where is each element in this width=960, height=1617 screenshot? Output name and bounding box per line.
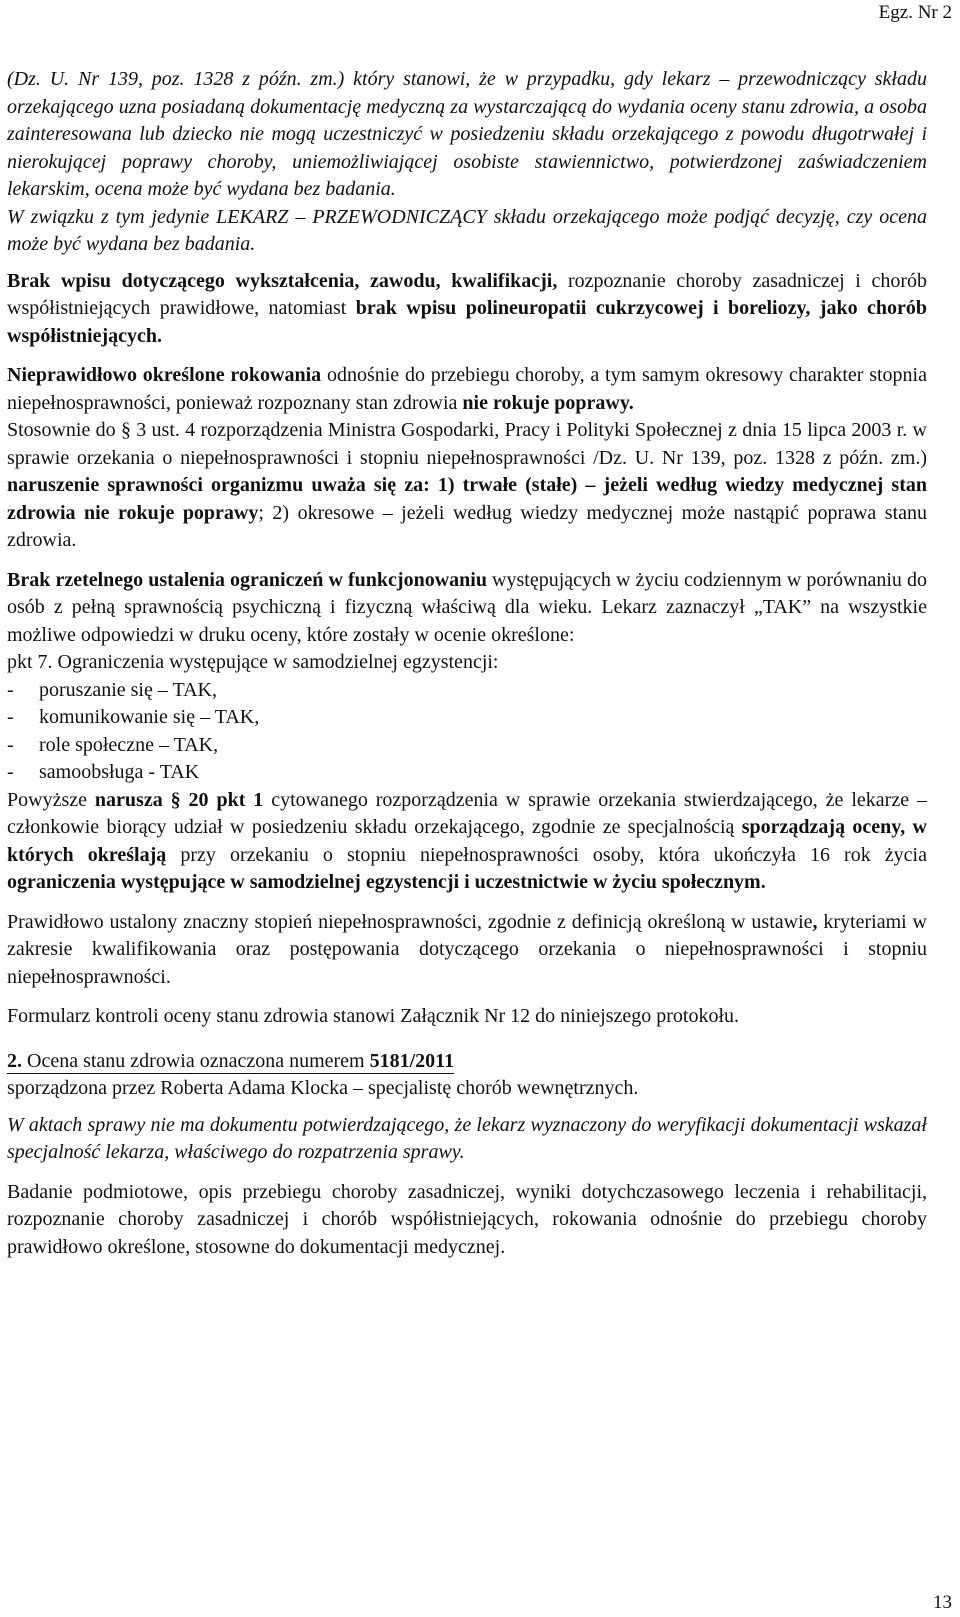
assessment-text: przy orzekaniu o stopniu niepełnosprawności osoby, która ukończyła 16 rok życia [166, 843, 927, 866]
section-2-heading [7, 1048, 927, 1076]
list-dash: - [7, 761, 14, 783]
degree-tail-text: kryteriami w zakresie kwalifikowania oraz postępowania dotyczącego orzekania o niepełnosprawności i stopniu niepełnosprawności. [7, 910, 927, 988]
copy-number-header: Egz. Nr 2 [878, 2, 952, 23]
section-2-author-line: sporządzona przez Roberta Adama Klocka – specjalistę chorób wewnętrznych. [7, 1077, 639, 1099]
assessment-number: 5181/2011 [369, 1049, 455, 1072]
prognosis-text: odnośnie do przebiegu choroby, a tym samym okresowy charakter stopnia niepełnosprawności, ponieważ rozpoznany stan zdrowia [7, 364, 927, 414]
limitations-list [7, 677, 927, 787]
degree-comma: , [812, 910, 818, 933]
list-item-text: poruszanie się – TAK, [39, 678, 217, 701]
prognosis-paragraph [7, 362, 927, 417]
violation-bold: narusza § 20 pkt 1 [94, 788, 264, 811]
degree-paragraph [7, 909, 927, 992]
list-item [7, 704, 927, 732]
violation-text: cytowanego rozporządzenia w sprawie orzekania stwierdzającego, że lekarze – członkowie biorący udział w posiedzeniu składu orzekającego, zgodnie ze specjalnością [7, 788, 927, 838]
regulation-tail-text: ; 2) okresowe – jeżeli według wiedzy medycznej może nastąpić poprawa stanu zdrowia. [7, 501, 928, 551]
limitations-heading-bold: Brak rzetelnego ustalenia ograniczeń w funkcjonowaniu [7, 568, 487, 591]
degree-text: Prawidłowo ustalony znaczny stopień niepełnosprawności, zgodnie z definicją określoną w ustawie [7, 910, 813, 933]
list-item [7, 732, 927, 760]
list-item-text: samoobsługa - TAK [39, 761, 200, 783]
missing-comorbidities-bold: brak wpisu polineuropatii cukrzycowej i boreliozy, jako chorób współistniejących. [7, 297, 927, 347]
pkt7-line: pkt 7. Ograniczenia występujące w samodzielnej egzystencji: [7, 651, 499, 673]
diagnosis-text: rozpoznanie choroby zasadniczej i chorób współistniejących prawidłowe, natomiast [7, 269, 928, 319]
missing-education-bold: Brak wpisu dotyczącego wykształcenia, zawodu, kwalifikacji, [7, 269, 558, 292]
regulation-paragraph [7, 417, 927, 555]
limitations-text: występujących w życiu codziennym w porównaniu do osób z pełną sprawnością psychiczną i fizyczną właściwą dla wieku. Lekarz zaznaczył „TAK” na wszystkie możliwe odpowiedzi w druku oceny, które zostały w ocenie określone: [7, 568, 927, 646]
chairman-decision-paragraph: W związku z tym jedynie LEKARZ – PRZEWODNICZĄCY składu orzekającego może podjąć decyzję, czy ocena może być wydana bez badania. [7, 205, 927, 255]
form-attachment-paragraph: Formularz kontroli oceny stanu zdrowia stanowi Załącznik Nr 12 do niniejszego protokołu. [7, 1005, 740, 1027]
prognosis-heading-bold: Nieprawidłowo określone rokowania [7, 364, 322, 386]
missing-entries-paragraph [7, 268, 927, 351]
limitations-paragraph [7, 567, 927, 650]
violation-lead-text: Powyższe [7, 788, 95, 811]
list-item [7, 759, 927, 787]
page-number: 13 [933, 1592, 952, 1613]
list-dash: - [7, 678, 14, 701]
regulation-bold: naruszenie sprawności organizmu uważa się za: 1) trwałe (stałe) – jeżeli według wiedzy medycznej stan zdrowia nie rokuje poprawy [7, 474, 927, 524]
list-dash: - [7, 733, 14, 756]
section-2-title-text: Ocena stanu zdrowia oznaczona numerem [22, 1049, 370, 1072]
document-body [7, 66, 927, 1261]
section-2-number: 2. [7, 1049, 22, 1072]
assessment-bold: sporządzają oceny, w których określają [7, 816, 927, 866]
list-item-text: role społeczne – TAK, [39, 733, 219, 756]
regulation-text: Stosownie do § 3 ust. 4 rozporządzenia Ministra Gospodarki, Pracy i Polityki Społecznej z dnia 15 lipca 2003 r. w sprawie orzekania o niepełnosprawności i stopniu niepełnosprawności /Dz. U. Nr 139, poz. 1328 z późn. zm.) [7, 419, 927, 469]
no-improvement-bold: nie rokuje poprawy. [462, 391, 634, 414]
list-dash: - [7, 706, 14, 728]
restrictions-bold: ograniczenia występujące w samodzielnej egzystencji i uczestnictwie w życiu społecznym. [7, 871, 766, 893]
list-item [7, 677, 927, 705]
legal-citation-paragraph: (Dz. U. Nr 139, poz. 1328 z późn. zm.) który stanowi, że w przypadku, gdy lekarz – przewodniczący składu orzekającego uzna posiadaną dokumentację medyczną za wystarczającą do wydania oceny stanu zdrowia, a osoba zainteresowana lub dziecko nie mogą uczestniczyć w posiedzeniu składu orzekającego z powodu długotrwałej i nierokującej poprawy choroby, uniemożliwiającej osobiste stawiennictwo, potwierdzonej zaświadczeniem lekarskim, ocena może być wydana bez badania. [7, 68, 927, 200]
missing-document-paragraph: W aktach sprawy nie ma dokumentu potwierdzającego, że lekarz wyznaczony do weryfikacji dokumentacji wskazał specjalność lekarza, właściwego do rozpatrzenia sprawy. [7, 1113, 927, 1163]
examination-paragraph: Badanie podmiotowe, opis przebiegu choroby zasadniczej, wyniki dotychczasowego leczenia i rehabilitacji, rozpoznanie choroby zasadniczej i chorób współistniejących, rokowania odnośnie do przebiegu choroby prawidłowo określone, stosowne do dokumentacji medycznej. [7, 1180, 927, 1258]
violation-paragraph [7, 787, 927, 897]
list-item-text: komunikowanie się – TAK, [39, 706, 260, 728]
section-2-title [7, 1050, 454, 1074]
